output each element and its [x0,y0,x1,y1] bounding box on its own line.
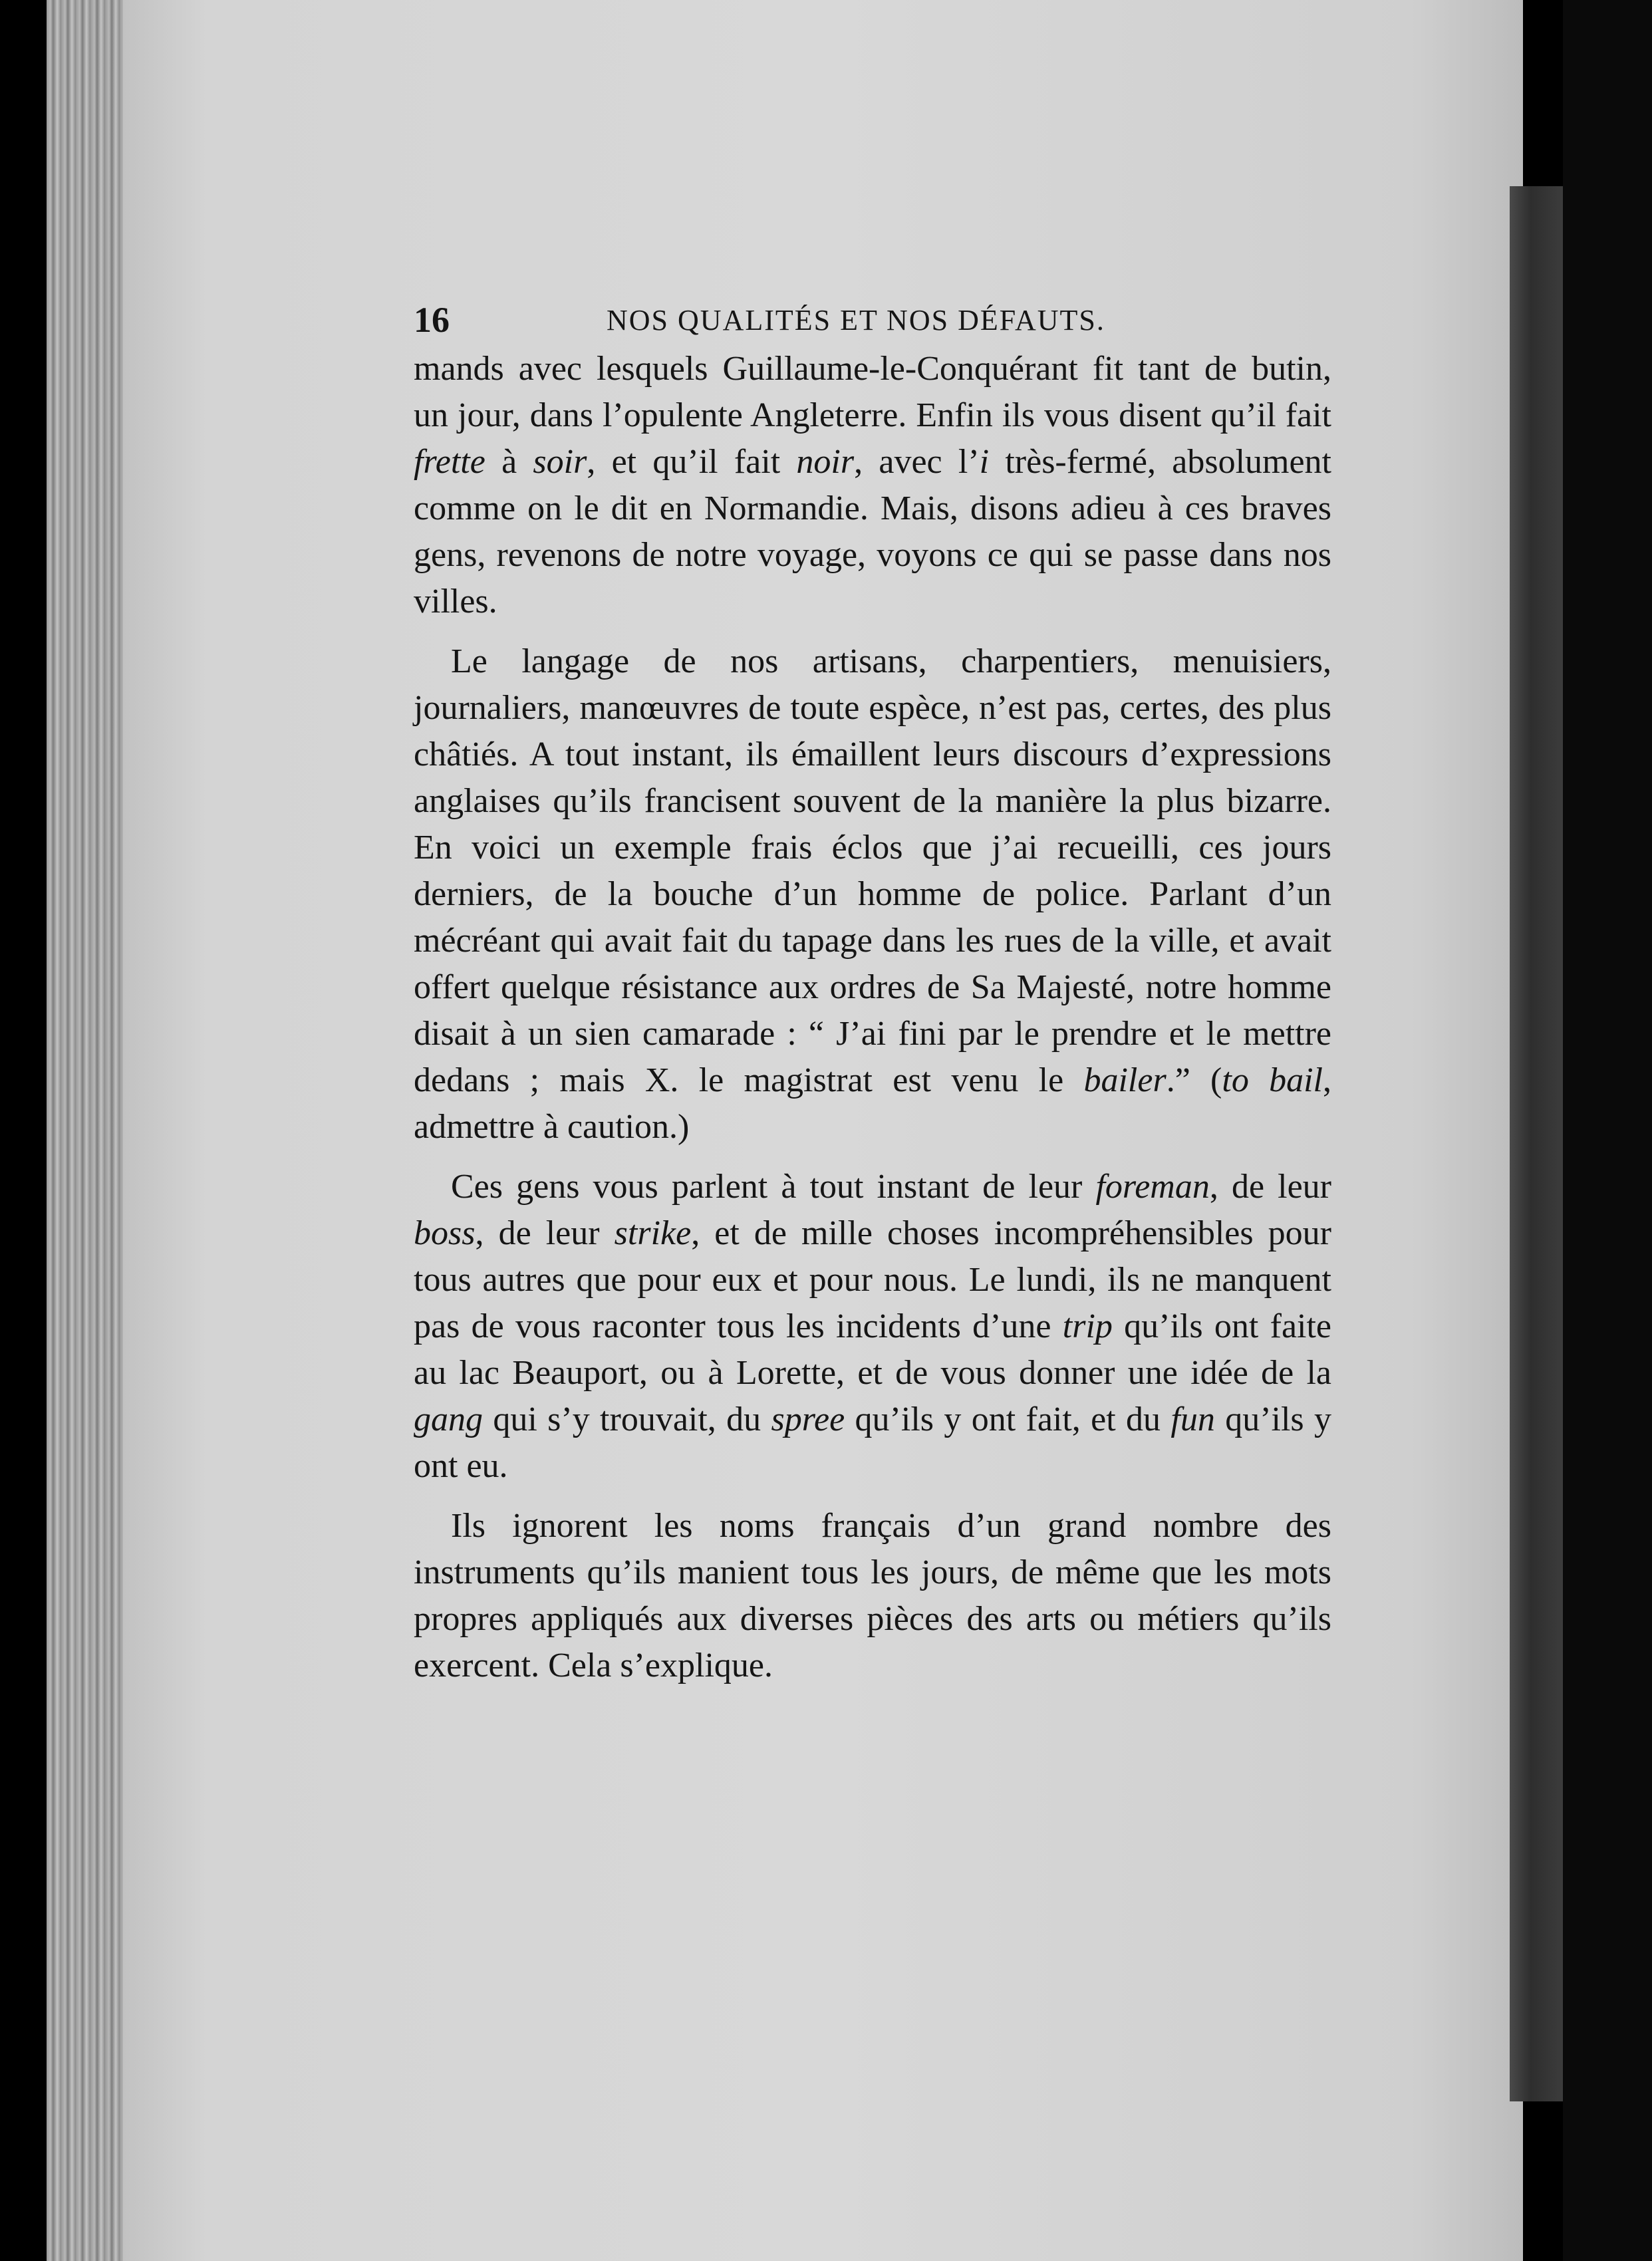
text-run: Ils ignorent les noms français d’un grand nombre des instruments qu’ils manient tous les jours, de même que les mots propres appliqués aux diverses pièces des arts ou métiers qu’ils exercent. Cela s’explique. [414,1507,1331,1684]
paragraph-4 [414,1503,1331,1689]
text-run: qu’ils ont faite au lac Beauport, ou à Lorette, et de vous donner une idée de la [414,1307,1332,1392]
italic-term: to bail [1222,1061,1323,1099]
text-run: qu’ils y ont eu. [414,1400,1331,1485]
italic-term: i [979,443,990,481]
text-run: , avec l’ [854,443,980,481]
text-run: Ces gens vous parlent à tout instant de leur [451,1168,1096,1206]
italic-term: trip [1062,1307,1113,1345]
italic-term: foreman [1095,1168,1210,1206]
text-run: très-fermé, absolument comme on le dit en Normandie. Mais, disons adieu à ces braves gens, revenons de notre voyage, voyons ce qui se passe dans nos villes. [414,443,1331,620]
paragraph-2 [414,638,1331,1150]
italic-term: frette [414,443,485,481]
italic-term: noir [796,443,855,481]
text-run: à [485,443,533,481]
text-run: mands avec lesquels Guillaume-le-Conquérant fit tant de butin, un jour, dans l’opulente Angleterre. Enfin ils vous disent qu’il fait [414,350,1331,434]
running-title: NOS QUALITÉS ET NOS DÉFAUTS. [607,304,1105,336]
text-run: .” ( [1166,1061,1222,1099]
text-run: qui s’y trouvait, du [483,1400,771,1438]
scan-background [1563,0,1652,2261]
paragraph-1 [414,346,1331,625]
book-spine-shadow [1510,186,1563,2101]
italic-term: bailer [1083,1061,1167,1099]
italic-term: boss [414,1214,476,1252]
text-run: , admettre à caution.) [414,1061,1331,1146]
italic-term: fun [1170,1400,1215,1438]
italic-term: soir [533,443,587,481]
text-run: , et qu’il fait [587,443,797,481]
italic-term: strike [614,1214,692,1252]
page-number: 16 [414,300,450,340]
text-run: , de leur [475,1214,615,1252]
text-run: qu’ils y ont fait, et du [845,1400,1171,1438]
italic-term: spree [771,1400,845,1438]
italic-term: gang [414,1400,483,1438]
text-run: , de leur [1209,1168,1331,1206]
running-head [414,286,1331,346]
page-content [414,286,1331,1689]
text-run: , et de mille choses incompréhensibles pour tous autres que pour eux et pour nous. Le lundi, ils ne manquent pas de vous raconter tous les incidents d’une [414,1214,1331,1345]
paragraph-3 [414,1164,1331,1490]
text-run: Le langage de nos artisans, charpentiers, menuisiers, journaliers, manœuvres de toute espèce, n’est pas, certes, des plus châtiés. A tout instant, ils émaillent leurs discours d’expressions anglaises qu’ils francisent souvent de la manière la plus bizarre. En voici un exemple frais éclos que j’ai recueilli, ces jours derniers, de la bouche d’un homme de police. Parlant d’un mécréant qui avait fait du tapage dans les rues de la ville, et avait offert quelque résistance aux ordres de Sa Majesté, notre homme disait à un sien camarade : “ J’ai fini par le prendre et le mettre dedans ; mais X. le magistrat est venu le [414,642,1331,1099]
